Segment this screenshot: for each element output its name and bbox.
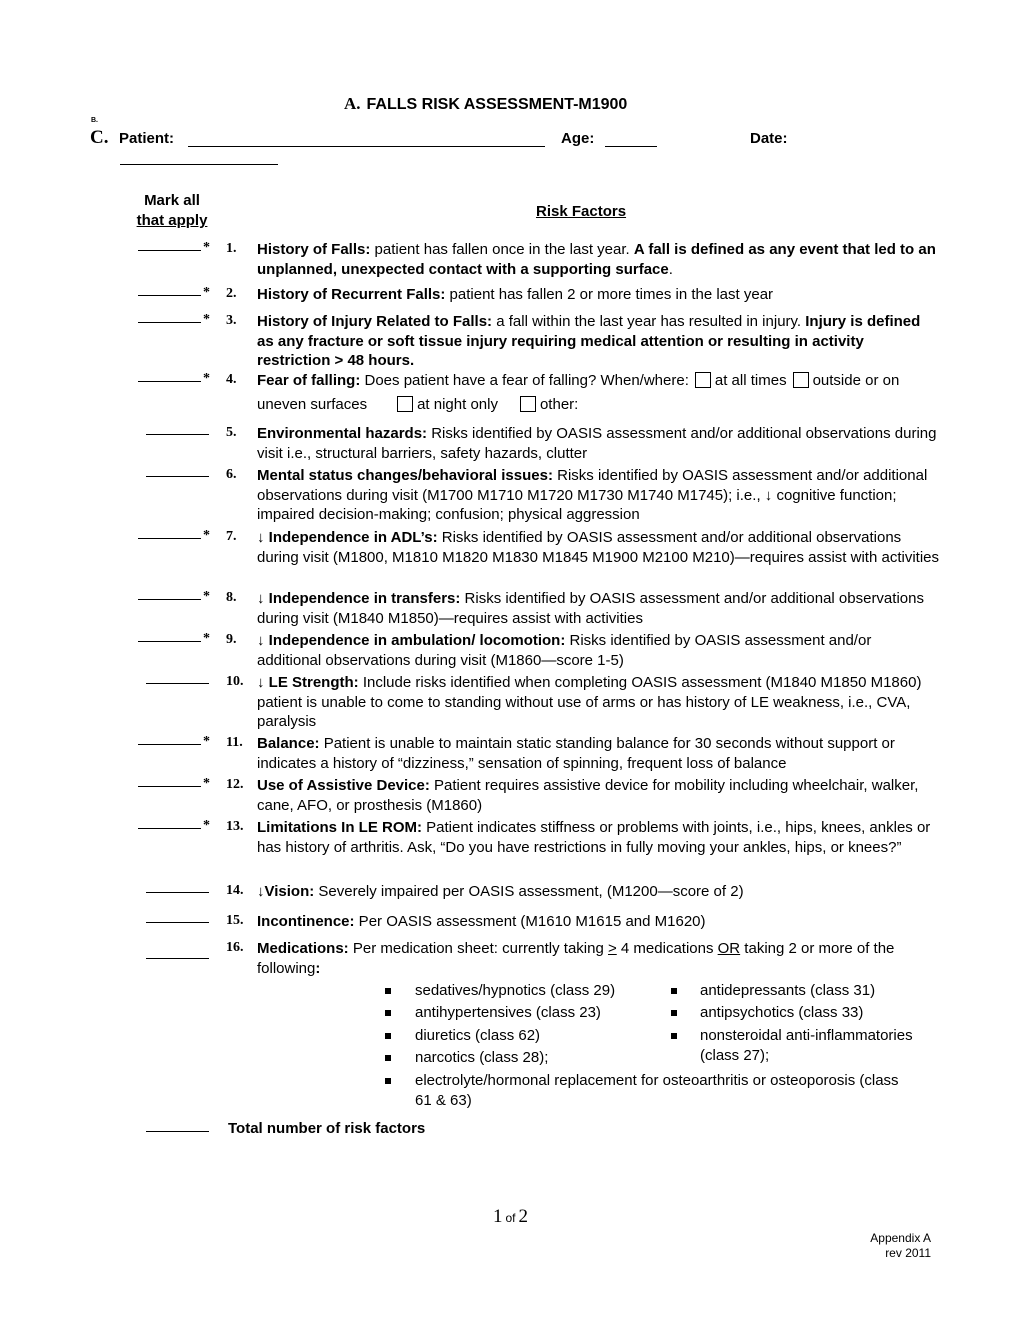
star-marker: * bbox=[203, 631, 210, 646]
item-text: ↓Vision: Severely impaired per OASIS assessment, (M1200—score of 2) bbox=[257, 883, 744, 900]
patient-field[interactable] bbox=[188, 146, 545, 147]
med-item: antidepressants (class 31) bbox=[700, 981, 875, 1001]
mark-blank-10[interactable] bbox=[146, 683, 209, 684]
item-text: ↓ Independence in transfers: Risks identified by OASIS assessment and/or additional observations during visit (M1840 M1850)—requires assist with activities bbox=[257, 590, 924, 627]
star-marker: * bbox=[203, 734, 210, 749]
item-text: Fear of falling: Does patient have a fear of falling? When/where: at all times outside or on uneven surfaces at night only other: bbox=[257, 372, 900, 413]
mark-blank-11[interactable] bbox=[138, 744, 201, 745]
item-text: ↓ Independence in ADL’s: Risks identified by OASIS assessment and/or additional observations during visit (M1800, M1810 M1820 M1830 M1845 M1900 M2100 M210)—requires assist with activities bbox=[257, 529, 939, 566]
date-label: Date: bbox=[750, 130, 788, 147]
item-number: 9. bbox=[226, 632, 237, 647]
checkbox-outside[interactable] bbox=[793, 372, 809, 388]
item-number: 10. bbox=[226, 674, 244, 689]
item-number: 14. bbox=[226, 883, 244, 898]
checkbox-other[interactable] bbox=[520, 396, 536, 412]
mark-blank-3[interactable] bbox=[138, 322, 201, 323]
title-text: FALLS RISK ASSESSMENT-M1900 bbox=[366, 96, 628, 113]
page-number: 1 of 2 bbox=[493, 1206, 529, 1227]
mark-blank-7[interactable] bbox=[138, 538, 201, 539]
date-field[interactable] bbox=[120, 164, 278, 165]
mark-blank-1[interactable] bbox=[138, 250, 201, 251]
med-item: narcotics (class 28); bbox=[415, 1048, 548, 1068]
item-number: 1. bbox=[226, 241, 237, 256]
item-text: Incontinence: Per OASIS assessment (M1610 M1615 and M1620) bbox=[257, 913, 706, 930]
med-item: diuretics (class 62) bbox=[415, 1026, 540, 1046]
mark-all-line2: that apply bbox=[136, 212, 208, 229]
section-letter-a: A. bbox=[344, 94, 361, 113]
mark-blank-6[interactable] bbox=[146, 476, 209, 477]
total-label: Total number of risk factors bbox=[228, 1120, 426, 1137]
risk-factors-header: Risk Factors bbox=[536, 203, 627, 220]
section-letter-b: B. bbox=[91, 117, 98, 124]
mark-blank-4[interactable] bbox=[138, 381, 201, 382]
star-marker: * bbox=[203, 312, 210, 327]
item-number: 2. bbox=[226, 286, 237, 301]
patient-label: Patient: bbox=[119, 130, 175, 147]
mark-blank-2[interactable] bbox=[138, 295, 201, 296]
mark-blank-9[interactable] bbox=[138, 641, 201, 642]
mark-blank-16[interactable] bbox=[146, 958, 209, 959]
mark-blank-8[interactable] bbox=[138, 599, 201, 600]
item-text: ↓ Independence in ambulation/ locomotion: Risks identified by OASIS assessment and/or additional observations during visit (M1860—score 1-5) bbox=[257, 632, 872, 669]
star-marker: * bbox=[203, 285, 210, 300]
mark-blank-14[interactable] bbox=[146, 892, 209, 893]
star-marker: * bbox=[203, 240, 210, 255]
age-label: Age: bbox=[561, 130, 595, 147]
item-number: 8. bbox=[226, 590, 237, 605]
mark-all-header bbox=[120, 191, 224, 231]
item-text: Mental status changes/behavioral issues: Risks identified by OASIS assessment and/or additional observations during visit (M1700 M1710 M1720 M1730 M1740 M1745); i.e., ↓ cognitive function; impaired decision-making; confusion; physical aggression bbox=[257, 467, 928, 523]
item-number: 3. bbox=[226, 313, 237, 328]
checkbox-at-night[interactable] bbox=[397, 396, 413, 412]
mark-all-line1: Mark all bbox=[144, 192, 200, 209]
appendix-note: Appendix A rev 2011 bbox=[870, 1231, 931, 1260]
item-text: History of Injury Related to Falls: a fall within the last year has resulted in injury. Injury is defined as any fracture or soft tissue injury requiring medical attention or resulting in activity restriction > 48 hours. bbox=[257, 313, 921, 369]
med-item: antipsychotics (class 33) bbox=[700, 1003, 863, 1023]
section-letter-c: C. bbox=[90, 127, 109, 148]
form-title bbox=[344, 94, 627, 114]
item-number: 6. bbox=[226, 467, 237, 482]
item-number: 4. bbox=[226, 372, 237, 387]
item-text: Medications: Per medication sheet: currently taking > 4 medications OR taking 2 or more of the following: bbox=[257, 940, 895, 977]
item-number: 7. bbox=[226, 529, 237, 544]
item-text: ↓ LE Strength: Include risks identified when completing OASIS assessment (M1840 M1850 M1860) patient is unable to come to standing without use of arms or has history of LE weakness, i.e., CVA, paralysis bbox=[257, 674, 922, 730]
item-text: Balance: Patient is unable to maintain static standing balance for 30 seconds without support or indicates a history of “dizziness,” sensation of spinning, frequent loss of balance bbox=[257, 735, 895, 772]
item-text: Use of Assistive Device: Patient requires assistive device for mobility including wheelchair, walker, cane, AFO, or prosthesis (M1860) bbox=[257, 777, 919, 814]
med-item: antihypertensives (class 23) bbox=[415, 1003, 601, 1023]
mark-blank-15[interactable] bbox=[146, 922, 209, 923]
star-marker: * bbox=[203, 528, 210, 543]
mark-blank-12[interactable] bbox=[138, 786, 201, 787]
item-number: 13. bbox=[226, 819, 244, 834]
med-item: nonsteroidal anti-inflammatories (class 27); bbox=[700, 1026, 940, 1065]
item-text: History of Falls: patient has fallen once in the last year. A fall is defined as any event that led to an unplanned, unexpected contact with a supporting surface. bbox=[257, 241, 936, 278]
star-marker: * bbox=[203, 776, 210, 791]
item-number: 12. bbox=[226, 777, 244, 792]
item-text: Limitations In LE ROM: Patient indicates stiffness or problems with joints, i.e., hips, knees, ankles or has history of arthritis. Ask, “Do you have restrictions in fully moving your ankles, hips, or knees?” bbox=[257, 819, 931, 856]
item-number: 16. bbox=[226, 940, 244, 955]
total-blank[interactable] bbox=[146, 1131, 209, 1132]
item-number: 15. bbox=[226, 913, 244, 928]
med-item: sedatives/hypnotics (class 29) bbox=[415, 981, 615, 1001]
item-number: 11. bbox=[226, 735, 243, 750]
med-item: electrolyte/hormonal replacement for osteoarthritis or osteoporosis (class 61 & 63) bbox=[415, 1071, 915, 1110]
item-number: 5. bbox=[226, 425, 237, 440]
mark-blank-13[interactable] bbox=[138, 828, 201, 829]
star-marker: * bbox=[203, 818, 210, 833]
star-marker: * bbox=[203, 589, 210, 604]
item-text: History of Recurrent Falls: patient has fallen 2 or more times in the last year bbox=[257, 286, 774, 303]
star-marker: * bbox=[203, 371, 210, 386]
item-text: Environmental hazards: Risks identified by OASIS assessment and/or additional observations during visit i.e., structural barriers, safety hazards, clutter bbox=[257, 425, 937, 462]
age-field[interactable] bbox=[605, 146, 657, 147]
checkbox-at-all-times[interactable] bbox=[695, 372, 711, 388]
mark-blank-5[interactable] bbox=[146, 434, 209, 435]
